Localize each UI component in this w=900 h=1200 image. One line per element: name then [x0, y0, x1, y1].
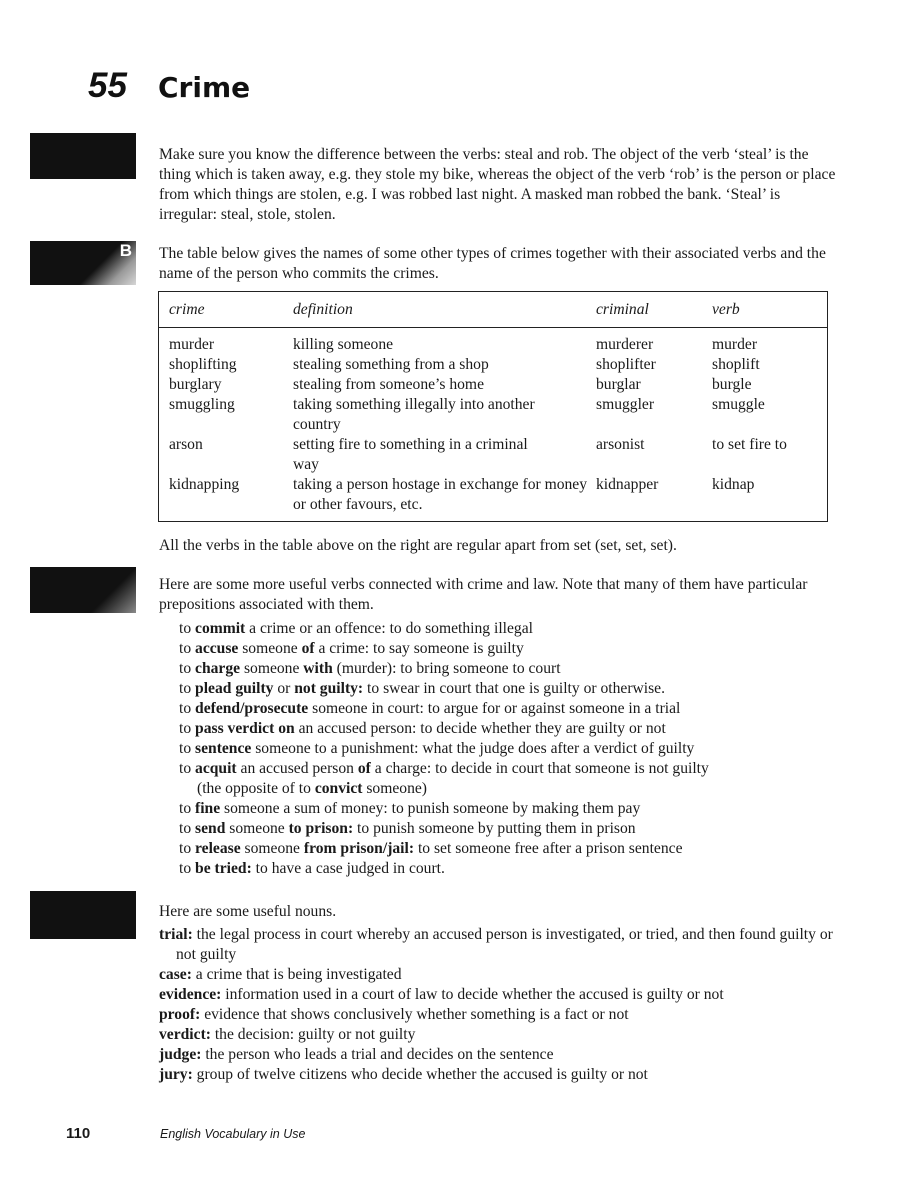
- verb-term: defend/prosecute: [195, 700, 309, 717]
- section-c-tab: [30, 567, 136, 613]
- cell-criminal: shoplifter: [596, 356, 656, 373]
- verb-text: to: [179, 640, 196, 657]
- noun-list: [159, 925, 839, 1085]
- cell-crime: smuggling: [169, 396, 235, 413]
- verb-text: someone: [238, 640, 302, 657]
- verb-item: [179, 819, 839, 839]
- noun-definition: the legal process in court whereby an accused person is investigated, or tried, and then found guilty or not guilty: [176, 926, 833, 963]
- noun-definition: the decision: guilty or not guilty: [210, 1026, 416, 1043]
- noun-definition: information used in a court of law to decide whether the accused is guilty or not: [221, 986, 724, 1003]
- verb-term: pass verdict: [195, 720, 275, 737]
- noun-term: evidence:: [159, 986, 222, 1003]
- nouns-intro: Here are some useful nouns.: [159, 903, 337, 920]
- section-d-tab: [30, 891, 136, 939]
- header-definition: definition: [293, 301, 353, 318]
- cell-definition: killing someone: [293, 336, 394, 353]
- verb-list: [179, 619, 839, 879]
- noun-term: case:: [159, 966, 192, 983]
- verb-text: (murder): to bring someone to court: [332, 660, 561, 677]
- verb-term: from prison/jail:: [303, 840, 415, 857]
- noun-definition: a crime that is being investigated: [191, 966, 402, 983]
- verb-text: : to do something illegal: [381, 620, 533, 637]
- verb-term: fine: [195, 800, 221, 817]
- verb-text: someone to a punishment: what the judge does after a verdict of guilty: [251, 740, 695, 757]
- noun-item: [159, 925, 839, 965]
- verbs-intro: Here are some more useful verbs connected with crime and law. Note that many of them have particular prepositions associated with them.: [159, 576, 808, 613]
- verb-text: a charge: to decide in court that someone is not guilty: [370, 760, 709, 777]
- section-b-letter: B: [119, 241, 132, 260]
- noun-item: [159, 1005, 839, 1025]
- verb-item: [179, 739, 839, 759]
- header-verb: verb: [712, 301, 740, 318]
- cell-definition: setting fire to something in a criminal way: [293, 436, 528, 473]
- verb-text: a crime: to say someone is guilty: [314, 640, 524, 657]
- cell-verb: shoplift: [712, 356, 760, 373]
- noun-definition: group of twelve citizens who decide whether the accused is guilty or not: [192, 1066, 648, 1083]
- cell-criminal: smuggler: [596, 396, 655, 413]
- noun-item: [159, 965, 839, 985]
- noun-term: judge:: [159, 1046, 202, 1063]
- verb-text: an accused person: to decide whether they are guilty or not: [294, 720, 666, 737]
- verb-text: to: [179, 660, 196, 677]
- intro-paragraph: Make sure you know the difference between the verbs: steal and rob. The object of the verb ‘steal’ is the thing which is taken away, e.g. they stole my bike, whereas the object of the verb ‘rob’ is the person or place from which things are stolen, e.g. I was robbed last night. A masked man robbed the bank. ‘Steal’ is irregular: steal, stole, stolen.: [159, 146, 836, 223]
- cell-criminal: murderer: [596, 336, 654, 353]
- verb-text: to swear in court that one is guilty or otherwise.: [363, 680, 665, 697]
- noun-item: [159, 1065, 839, 1085]
- cell-crime: burglary: [169, 376, 222, 393]
- cell-criminal: burglar: [596, 376, 641, 393]
- table-intro: The table below gives the names of some other types of crimes together with their associated verbs and the name of the person who commits the crimes.: [159, 245, 826, 282]
- verb-item: [179, 639, 839, 659]
- verb-term: accuse: [195, 640, 239, 657]
- verb-text: someone: [225, 820, 289, 837]
- verb-text: (the opposite of to: [197, 780, 315, 797]
- verb-text: to set someone free after a prison sentence: [414, 840, 683, 857]
- header-criminal: criminal: [596, 301, 649, 318]
- cell-verb: smuggle: [712, 396, 765, 413]
- verb-term: be tried:: [195, 860, 252, 877]
- unit-number: 55: [88, 66, 127, 105]
- verb-text: someone: [240, 660, 304, 677]
- verb-term: charge: [195, 660, 241, 677]
- verb-term: plead guilty: [195, 680, 274, 697]
- header-crime: crime: [169, 301, 205, 318]
- unit-title: Crime: [158, 71, 251, 104]
- verb-item: [179, 619, 839, 639]
- verb-text: an accused person: [236, 760, 358, 777]
- verb-term: acquit: [195, 760, 237, 777]
- verb-text: to: [179, 760, 196, 777]
- noun-term: jury:: [159, 1066, 193, 1083]
- verb-term: send: [195, 820, 226, 837]
- cell-definition: taking something illegally into another country: [293, 396, 535, 433]
- verb-item: [179, 799, 839, 819]
- verb-text: someone: [240, 840, 304, 857]
- crime-table: [158, 291, 828, 522]
- verb-term: sentence: [195, 740, 252, 757]
- verb-text: to: [179, 740, 196, 757]
- noun-item: [159, 985, 839, 1005]
- verb-item: [179, 679, 839, 699]
- table-note: All the verbs in the table above on the right are regular apart from set (set, set, set).: [159, 537, 677, 554]
- verb-text: to: [179, 860, 196, 877]
- verb-text: or: [273, 680, 295, 697]
- verb-term: of: [301, 640, 315, 657]
- verb-text: a crime or an offence: [245, 620, 382, 637]
- verb-item: [179, 779, 839, 799]
- cell-verb: burgle: [712, 376, 752, 393]
- noun-item: [159, 1045, 839, 1065]
- verb-text: to: [179, 680, 196, 697]
- cell-crime: murder: [169, 336, 215, 353]
- verb-text: to: [179, 620, 196, 637]
- verb-item: [179, 839, 839, 859]
- noun-term: trial:: [159, 926, 193, 943]
- verb-item: [179, 859, 839, 879]
- cell-crime: arson: [169, 436, 203, 453]
- noun-definition: evidence that shows conclusively whether something is a fact or not: [200, 1006, 629, 1023]
- verb-text: someone a sum of money: to punish someone by making them pay: [220, 800, 641, 817]
- verb-text: to: [179, 720, 196, 737]
- noun-term: proof:: [159, 1006, 201, 1023]
- cell-criminal: arsonist: [596, 436, 645, 453]
- verb-text: to: [179, 840, 196, 857]
- noun-item: [159, 1025, 839, 1045]
- verb-text: to punish someone by putting them in prison: [353, 820, 636, 837]
- cell-verb: kidnap: [712, 476, 755, 493]
- verb-text: to: [179, 820, 196, 837]
- cell-criminal: kidnapper: [596, 476, 659, 493]
- noun-term: verdict:: [159, 1026, 211, 1043]
- noun-definition: the person who leads a trial and decides on the sentence: [201, 1046, 554, 1063]
- book-title: English Vocabulary in Use: [160, 1127, 306, 1141]
- verb-term: release: [195, 840, 241, 857]
- cell-crime: kidnapping: [169, 476, 240, 493]
- verb-item: [179, 759, 839, 779]
- verb-term: with: [303, 660, 333, 677]
- cell-verb: murder: [712, 336, 758, 353]
- verb-term: of: [357, 760, 371, 777]
- verb-text: to: [179, 700, 196, 717]
- cell-definition: stealing something from a shop: [293, 356, 489, 373]
- section-b-tab: [30, 241, 136, 285]
- verb-text: to: [179, 800, 196, 817]
- verb-term: on: [278, 720, 295, 737]
- cell-verb: to set fire to: [712, 436, 787, 453]
- verb-item: [179, 699, 839, 719]
- section-a-tab: [30, 133, 136, 179]
- verb-item: [179, 659, 839, 679]
- verb-term: to prison:: [288, 820, 354, 837]
- verb-text: someone): [362, 780, 427, 797]
- cell-definition: taking a person hostage in exchange for money or other favours, etc.: [293, 476, 588, 513]
- verb-text: someone in court: to argue for or against someone in a trial: [308, 700, 681, 717]
- page-number: 110: [66, 1125, 91, 1142]
- cell-definition: stealing from someone’s home: [293, 376, 484, 393]
- verb-term: convict: [314, 780, 363, 797]
- verb-term: commit: [195, 620, 246, 637]
- verb-text: to have a case judged in court.: [251, 860, 445, 877]
- verb-term: not guilty:: [294, 680, 364, 697]
- verb-item: [179, 719, 839, 739]
- table-header: [159, 292, 827, 328]
- cell-crime: shoplifting: [169, 356, 237, 373]
